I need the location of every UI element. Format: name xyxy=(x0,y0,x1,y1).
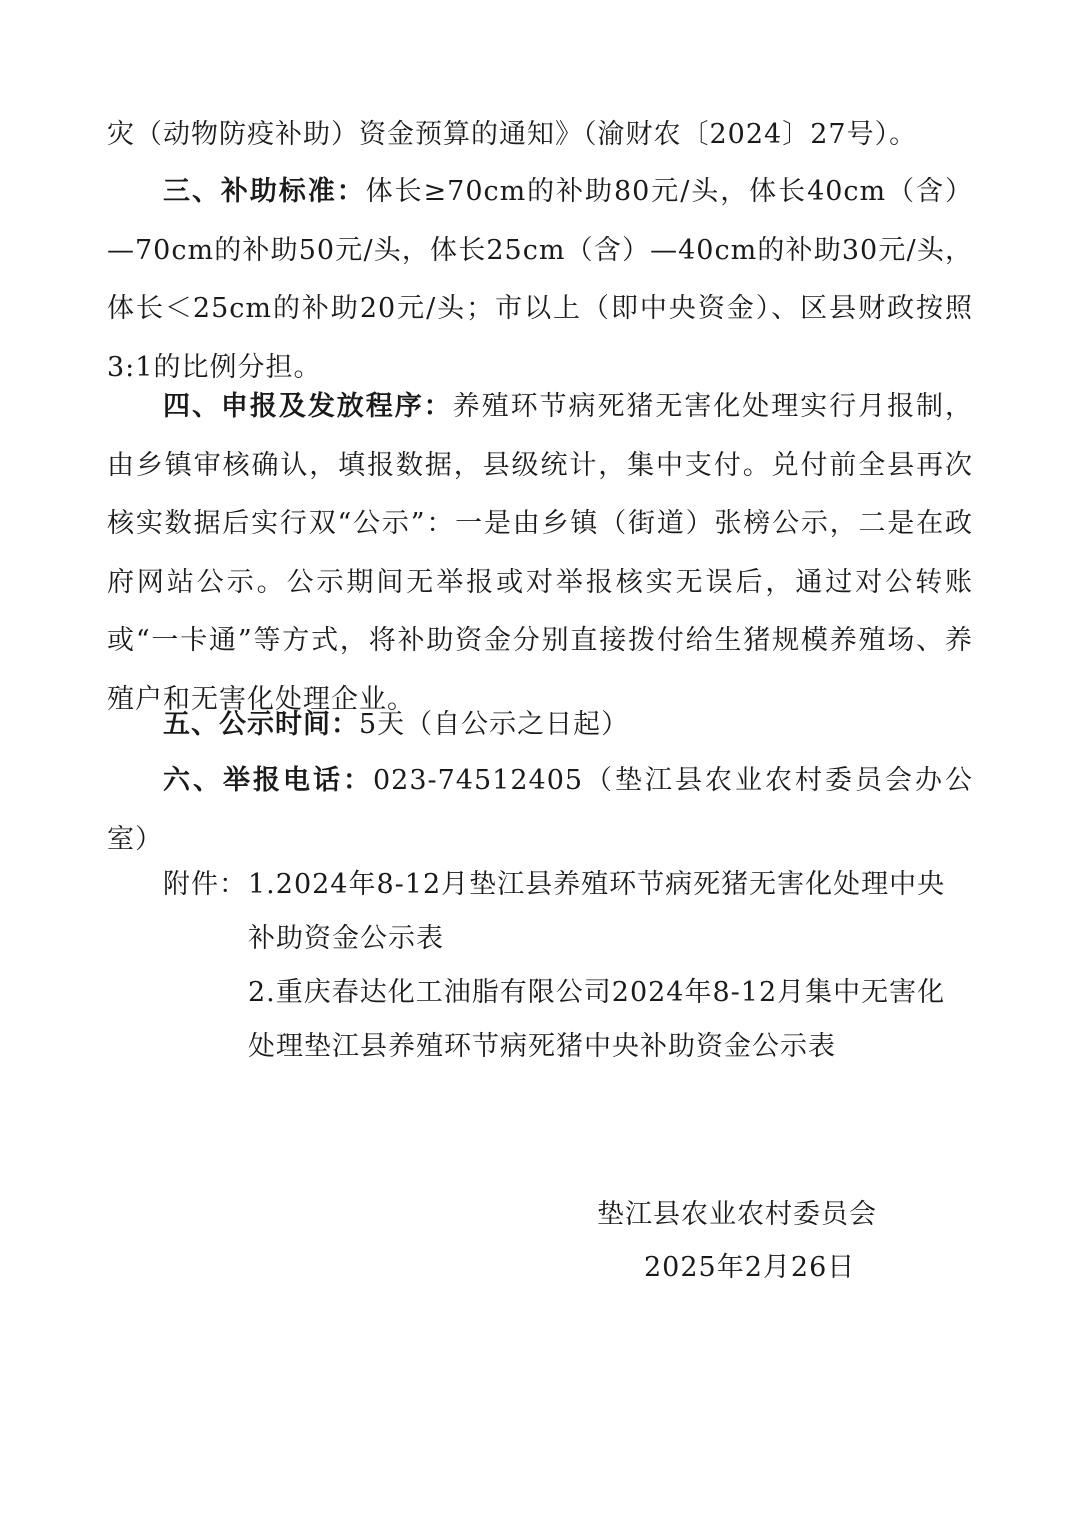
attachment-1-line-1: 1.2024年8-12月垫江县养殖环节病死猪无害化处理中央 xyxy=(248,869,946,900)
section-heading: 五、公示时间： xyxy=(163,709,359,740)
attachment-1-line-2: 补助资金公示表 xyxy=(248,923,444,954)
section-heading: 四、申报及发放程序： xyxy=(163,391,453,422)
signature-date: 2025年2月26日 xyxy=(644,1252,856,1283)
intro-text: 灾（动物防疫补助）资金预算的通知》（渝财农〔2024〕27号）。 xyxy=(107,119,918,150)
section-text: 023-74512405（垫江县农业农村委员会办公室） xyxy=(107,765,973,855)
section-text: 养殖环节病死猪无害化处理实行月报制，由乡镇审核确认，填报数据，县级统计，集中支付。兑付前全县再次核实数据后实行双“公示”：一是由乡镇（街道）张榜公示，二是在政府网站公示。公示期间无举报或对举报核实无误后，通过对公转账或“一卡通”等方式，将补助资金分别直接拨付给生猪规模养殖场、养殖户和无害化处理企业。 xyxy=(107,391,974,715)
section-publicity-time xyxy=(107,696,973,755)
intro-continuation xyxy=(107,106,973,165)
section-report-phone xyxy=(107,752,973,869)
section-heading: 六、举报电话： xyxy=(163,765,373,796)
attachments-label: 附件： xyxy=(163,869,247,900)
section-procedure xyxy=(107,378,973,729)
section-text: 5天（自公示之日起） xyxy=(359,709,630,740)
attachment-2-line-1: 2.重庆春达化工油脂有限公司2024年8-12月集中无害化 xyxy=(248,977,946,1008)
section-text: 体长≥70cm的补助80元/头，体长40cm（含）—70cm的补助50元/头，体长25cm（含）—40cm的补助30元/头，体长＜25cm的补助20元/头；市以上（即中央资金）、区县财政按照3:1的比例分担。 xyxy=(107,176,973,383)
section-heading: 三、补助标准： xyxy=(163,176,366,207)
section-subsidy-standard xyxy=(107,163,973,397)
attachment-2-line-2: 处理垫江县养殖环节病死猪中央补助资金公示表 xyxy=(248,1031,836,1062)
signature-organization: 垫江县农业农村委员会 xyxy=(597,1199,877,1230)
